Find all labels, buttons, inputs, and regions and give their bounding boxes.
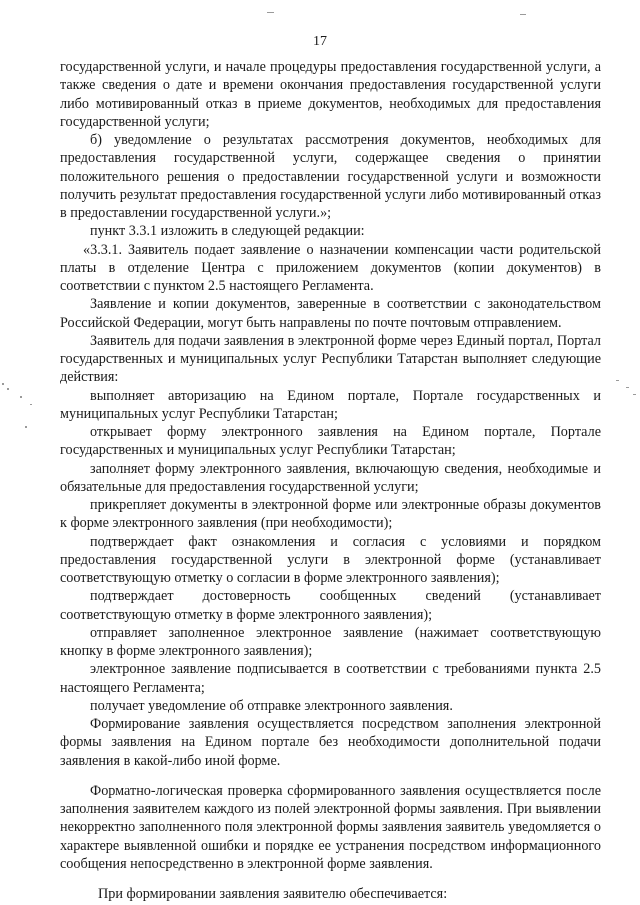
list-item-attach-documents: прикрепляет документы в электронной форме или электронные образы документов к форме электронного заявления (при необходимости); <box>60 497 601 532</box>
page-number: 17 <box>313 34 327 49</box>
list-item-open-form: открывает форму электронного заявления на Едином портале, Портале государственных и муниципальных услуг Республики Татарстан; <box>60 424 601 459</box>
paragraph-format-check: Форматно-логическая проверка сформированного заявления осуществляется после заполнения заявителем каждого из полей электронной формы заявления. При выявлении некорректно заполненного поля электронной формы заявления заявитель уведомляется о характере выявленной ошибки и порядке ее устранения посредством информационного сообщения непосредственно в электронной форме заявления. <box>60 782 601 872</box>
scan-mark-right-3 <box>633 394 636 395</box>
list-item-fill-form: заполняет форму электронного заявления, включающую сведения, необходимые и обязательные для предоставления государственной услуги; <box>60 460 601 495</box>
list-item-confirm-consent: подтверждает факт ознакомления и согласия с условиями и порядком предоставления государственной услуги в электронной форме (устанавливает соответствующую отметку о согласии в форме электронного заявления); <box>60 533 601 586</box>
scan-mark-left-3 <box>20 396 22 398</box>
paragraph-electronic-submission: Заявитель для подачи заявления в электронной форме через Единый портал, Портал государственных и муниципальных услуг Республики Татарстан выполняет следующие действия: <box>60 332 601 386</box>
scan-mark-top-right <box>520 14 526 15</box>
scan-mark-right-2 <box>626 387 629 388</box>
paragraph-provision-intro: При формировании заявления заявителю обеспечивается: <box>98 886 448 902</box>
paragraph-3-3-1: «3.3.1. Заявитель подает заявление о назначении компенсации части родительской платы в отделение Центра с приложением документов (копии документов) в соответствии с пунктом 2.5 настоящего Регламента. <box>60 241 601 294</box>
paragraph-notice-continuation: государственной услуги, и начале процедуры предоставления государственной услуги, а также сведения о дате и времени окончания предоставления государственной услуги либо мотивированный отказ в приеме документов, необходимых для предоставления государственной услуги; <box>60 59 601 130</box>
scan-mark-top <box>267 12 274 13</box>
paragraph-postal-submission: Заявление и копии документов, заверенные в соответствии с законодательством Российской Федерации, могут быть направлены по почте почтовым отправлением. <box>60 296 601 331</box>
scan-mark-left-5 <box>25 426 27 428</box>
scan-mark-left-4 <box>30 404 32 405</box>
scan-mark-left-1 <box>2 383 4 385</box>
list-item-sign-form: электронное заявление подписывается в соответствии с требованиями пункта 2.5 настоящего Регламента; <box>60 661 601 696</box>
list-item-authorization: выполняет авторизацию на Едином портале, Портале государственных и муниципальных услуг Республики Татарстан; <box>60 387 601 422</box>
list-item-receive-notice: получает уведомление об отправке электронного заявления. <box>90 697 453 714</box>
scan-mark-right-1 <box>616 380 619 381</box>
scan-mark-left-2 <box>7 388 9 390</box>
paragraph-form-creation: Формирование заявления осуществляется посредством заполнения электронной формы заявления на Едином портале без необходимости дополнительной подачи заявления в какой-либо иной форме. <box>60 716 601 769</box>
document-body <box>60 58 601 903</box>
list-item-confirm-accuracy: подтверждает достоверность сообщенных сведений (устанавливает соответствующую отметку в форме электронного заявления); <box>60 588 601 623</box>
list-item-send-form: отправляет заполненное электронное заявление (нажимает соответствующую кнопку в форме электронного заявления); <box>60 624 601 659</box>
paragraph-amendment-intro: пункт 3.3.1 изложить в следующей редакции: <box>90 223 365 240</box>
paragraph-item-b: б) уведомление о результатах рассмотрения документов, необходимых для предоставления государственной услуги, содержащее сведения о принятии положительного решения о предоставлении государственной услуги и возможности получить результат предоставления государственной услуги либо мотивированный отказ в предоставлении государственной услуги.»; <box>60 132 601 221</box>
